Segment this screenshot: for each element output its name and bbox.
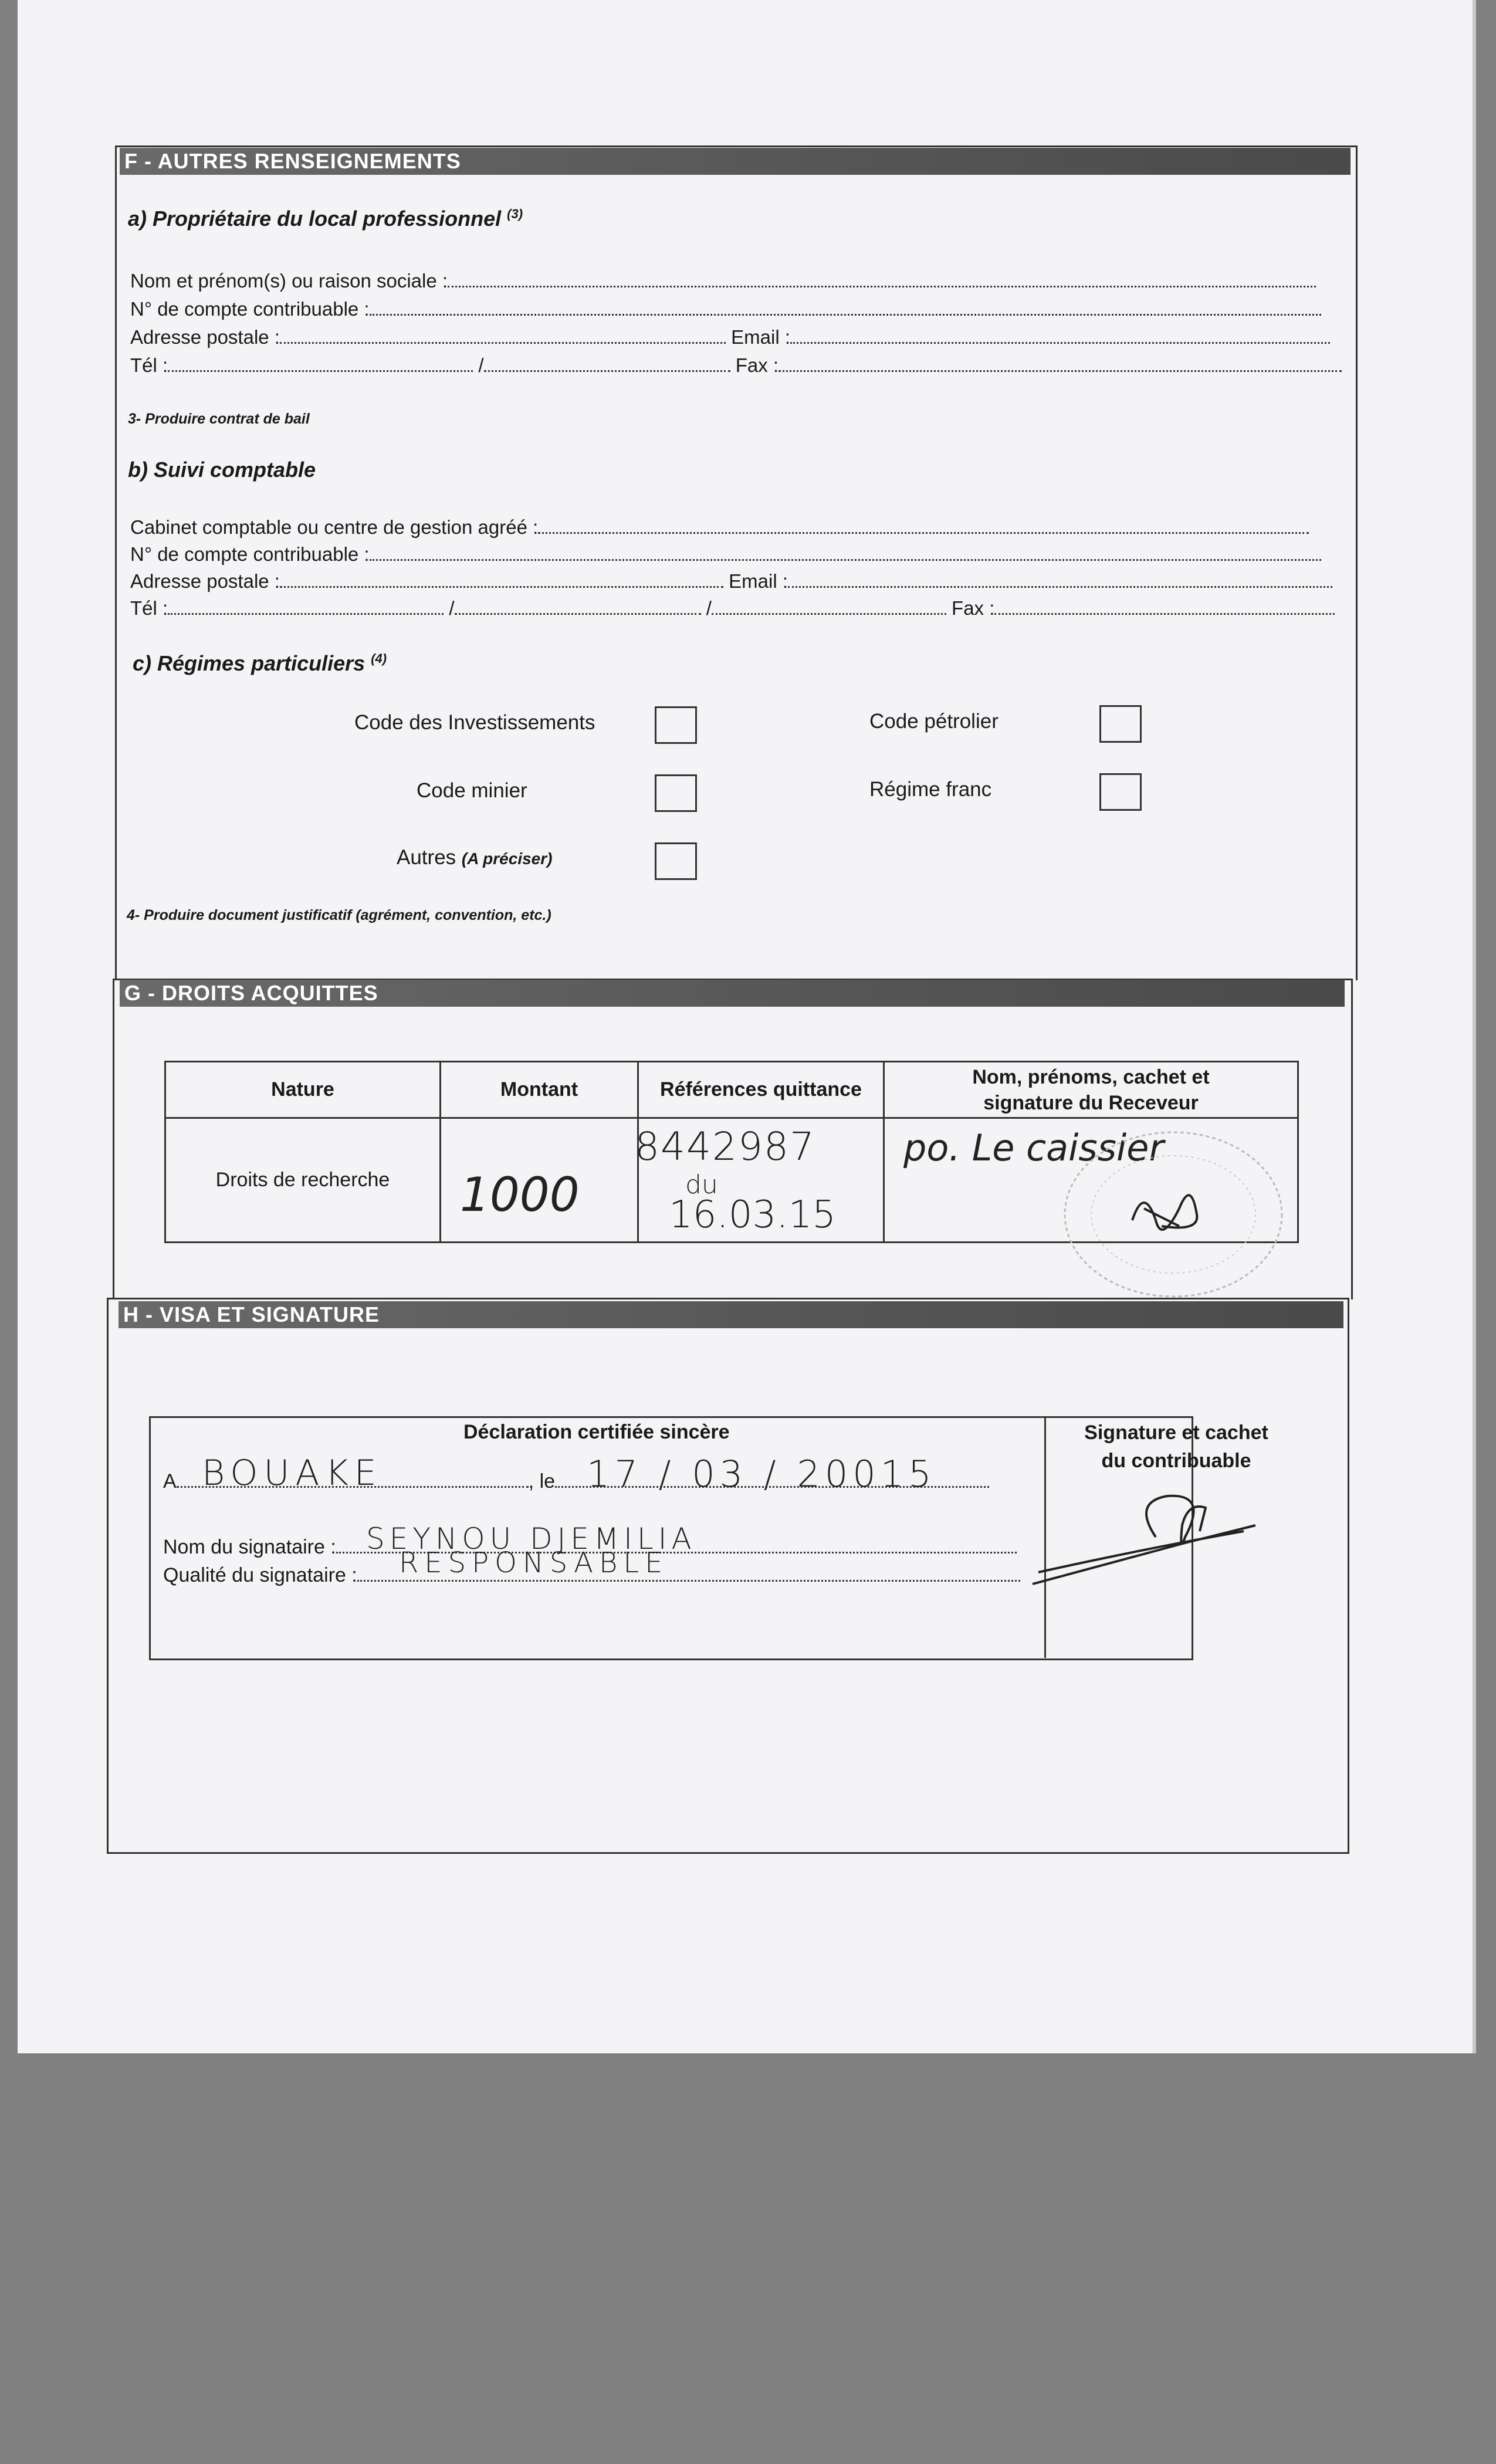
owner-address-line: Adresse postale : Email : [130,326,1330,348]
col-nature: Nature [165,1062,441,1118]
autres-label: Autres (A préciser) [397,846,553,869]
cell-nature: Droits de recherche [165,1118,441,1243]
col-references: Références quittance [638,1062,884,1118]
owner-name-line: Nom et prénom(s) ou raison sociale : [130,270,1316,292]
handwritten-quittance-number: 8442987 [635,1124,815,1169]
code-petrolier-checkbox[interactable] [1099,705,1142,743]
accountant-line: Cabinet comptable ou centre de gestion agréé : [130,516,1309,539]
regime-franc-label: Régime franc [869,778,992,801]
handwritten-receveur: po. Le caissier [903,1126,1164,1169]
declaration-title: Déclaration certifiée sincère [463,1421,730,1443]
handwritten-date: 17 / 03 / 20015 [587,1453,936,1495]
qualite-line: Qualité du signataire : [163,1564,1020,1587]
note-3: 3- Produire contrat de bail [128,411,310,427]
accountant-account-line: N° de compte contribuable : [130,543,1321,566]
accountant-address-line: Adresse postale : Email : [130,570,1332,593]
accountant-phone-line: Tél : / / Fax : [130,597,1335,620]
signature-cachet-title: Signature et cachet du contribuable [1084,1421,1268,1472]
contribuable-signature [1021,1484,1267,1602]
handwritten-quittance-du: du [685,1170,718,1200]
code-investissements-label: Code des Investissements [354,711,595,734]
note-4: 4- Produire document justificatif (agrément, convention, etc.) [127,907,551,923]
handwritten-qualite: RESPONSABLE [399,1546,669,1579]
code-minier-checkbox[interactable] [655,774,697,812]
owner-account-line: N° de compte contribuable : [130,298,1321,320]
section-f-header: F - AUTRES RENSEIGNEMENTS [120,148,1351,175]
code-minier-label: Code minier [417,779,527,802]
code-investissements-checkbox[interactable] [655,706,697,744]
handwritten-lieu: BOUAKE [202,1453,383,1494]
handwritten-signataire: SEYNOU DJEMILIA [366,1522,696,1556]
regime-franc-checkbox[interactable] [1099,773,1142,811]
col-montant: Montant [441,1062,638,1118]
section-g-header: G - DROITS ACQUITTES [120,980,1345,1007]
code-petrolier-label: Code pétrolier [869,710,999,733]
col-receveur: Nom, prénoms, cachet et signature du Receveur [884,1062,1298,1118]
autres-checkbox[interactable] [655,842,697,880]
owner-phone-line: Tél : / Fax : [130,354,1342,377]
receveur-stamp [1044,1126,1302,1314]
section-h-header: H - VISA ET SIGNATURE [119,1301,1343,1328]
subsection-b-title: b) Suivi comptable [128,458,316,482]
lieu-date-line: A , le [163,1470,989,1493]
handwritten-montant: 1000 [460,1167,580,1222]
signataire-line: Nom du signataire : [163,1536,1017,1559]
subsection-a-title: a) Propriétaire du local professionnel $^{(3)}$ [128,207,523,231]
subsection-c-title: c) Régimes particuliers $^{(4)}$ [133,651,387,675]
handwritten-quittance-date: 16.03.15 [669,1193,836,1237]
